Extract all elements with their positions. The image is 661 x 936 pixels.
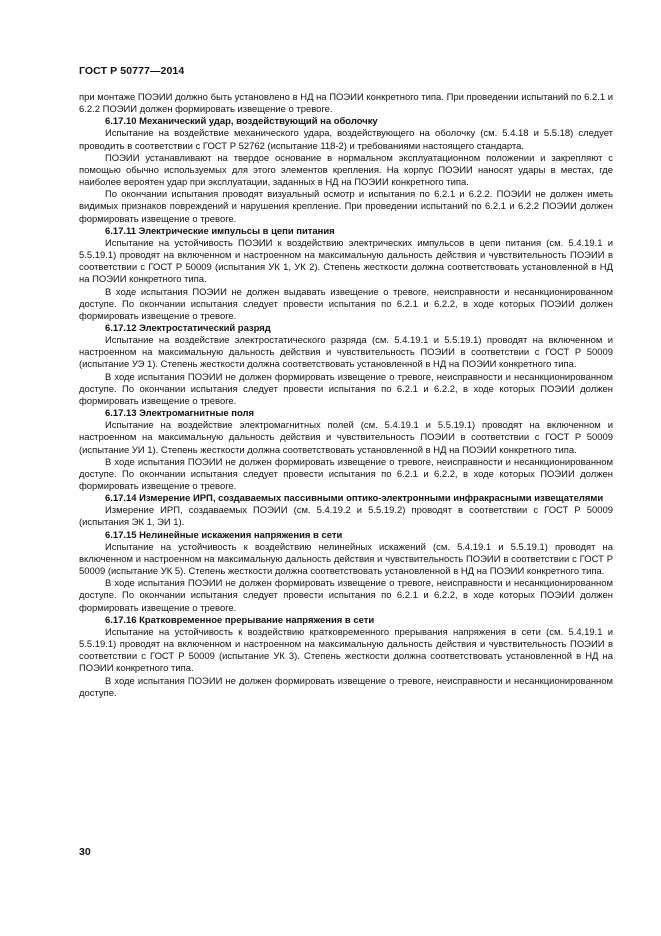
section-heading-6-17-14: 6.17.14 Измерение ИРП, создаваемых пассивными оптико-электронными инфракрасными извещателями [105,493,604,505]
paragraph: В ходе испытания ПОЭИИ не должен формировать извещение о тревоге, неисправности и несанкционированном доступе. [79,675,613,699]
paragraph: В ходе испытания ПОЭИИ не должен выдавать извещение о тревоге, неисправности и несанкционированном доступе. По окончании испытания следует провести испытания по 6.2.1 и 6.2.2, в ходе которых ПОЭИИ должен формировать извещение о тревоге. [79,286,613,322]
paragraph: ПОЭИИ устанавливают на твердое основание в нормальном эксплуатационном положении и закрепляют с помощью обычно используемых для этого элементов крепления. На корпус ПОЭИИ наносят удары в местах, где наиболее вероятен удар при эксплуатации, заданных в НД на ПОЭИИ конкретного типа. [79,152,613,189]
paragraph: Испытание на устойчивость ПОЭИИ к воздействию электрических импульсов в цепи питания (см. 5.4.19.1 и 5.5.19.1) проводят на включенном и настроенном на максимальную дальность действия и чувствительность ПОЭИИ в соответствии с ГОСТ Р 50009 (испытания УК 1, УК 2). Степень жесткости должна соответствовать установленной в НД на ПОЭИИ конкретного типа. [79,237,613,286]
page-number: 30 [79,846,91,858]
paragraph: Испытание на устойчивость к воздействию кратковременного прерывания напряжения в сети (см. 5.4.19.1 и 5.5.19.1) проводят на включенном и настроенном на максимальную дальность действия и чувствительность ПОЭИИ в соответствии с ГОСТ Р 50009 (испытание УК 3). Степень жесткости должна соответствовать установленной в НД на ПОЭИИ конкретного типа. [79,626,613,675]
paragraph: По окончании испытания проводят визуальный осмотр и испытания по 6.2.1 и 6.2.2. ПОЭИИ не должен иметь видимых признаков повреждений и нарушения крепление. При проведении испытаний по 6.2.1 и 6.2.2 ПОЭИИ должен формировать извещение о тревоге. [79,189,613,225]
paragraph: В ходе испытания ПОЭИИ не должен формировать извещение о тревоге, неисправности и несанкционированном доступе. По окончании испытания следует провести испытания по 6.2.1 и 6.2.2, в ходе которых ПОЭИИ должен формировать извещение о тревоге. [79,371,613,407]
document-body [79,92,613,700]
paragraph: В ходе испытания ПОЭИИ не должен формировать извещение о тревоге, неисправности и несанкционированном доступе. По окончании испытания следует провести испытания по 6.2.1 и 6.2.2, в ходе которых ПОЭИИ должен формировать извещение о тревоге. [79,456,613,492]
section-heading-6-17-12: 6.17.12 Электростатический разряд [105,322,271,334]
section-heading-6-17-10: 6.17.10 Механический удар, воздействующий на оболочку [105,116,378,128]
paragraph: Испытание на воздействие электростатического разряда (см. 5.4.19.1 и 5.5.19.1) проводят на включенном и настроенном на максимальную дальность действия и чувствительность ПОЭИИ в соответствии с ГОСТ Р 50009 (испытание УЭ 1). Степень жесткости должна соответствовать установленной в НД на ПОЭИИ конкретного типа. [79,335,613,371]
paragraph: Испытание на устойчивость к воздействию нелинейных искажений (см. 5.4.19.1 и 5.5.19.1) проводят на включенном и настроенном на максимальную дальность действия и чувствительность ПОЭИИ в соответствии с ГОСТ Р 50009 (испытание УК 5). Степень жесткости должна соответствовать установленной в НД на ПОЭИИ конкретного типа. [79,541,613,578]
section-heading-6-17-15: 6.17.15 Нелинейные искажения напряжения в сети [105,529,343,541]
paragraph: Испытание на воздействие электромагнитных полей (см. 5.4.19.1 и 5.5.19.1) проводят на включенном и настроенном на максимальную дальность действия и чувствительность ПОЭИИ в соответствии с ГОСТ Р 50009 (испытание УИ 1). Степень жесткости должна соответствовать установленной в НД на ПОЭИИ конкретного типа. [79,420,613,456]
section-heading-6-17-13: 6.17.13 Электромагнитные поля [105,408,254,420]
paragraph-continuation: при монтаже ПОЭИИ должно быть установлено в НД на ПОЭИИ конкретного типа. При проведении испытаний по 6.2.1 и 6.2.2 ПОЭИИ должен формировать извещение о тревоге. [79,92,613,116]
document-code-header: ГОСТ Р 50777—2014 [79,65,185,77]
paragraph: В ходе испытания ПОЭИИ не должен формировать извещение о тревоге, неисправности и несанкционированном доступе. По окончании испытания следует провести испытания по 6.2.1 и 6.2.2, в ходе которых ПОЭИИ должен формировать извещение о тревоге. [79,578,613,614]
section-heading-6-17-16: 6.17.16 Кратковременное прерывание напряжения в сети [105,614,375,626]
paragraph: Испытание на воздействие механического удара, воздействующего на оболочку (см. 5.4.18 и 5.5.18) следует проводить в соответствии с ГОСТ Р 52762 (испытание 118-2) и требованиями настоящего стандарта. [79,128,613,152]
paragraph: Измерение ИРП, создаваемых ПОЭИИ (см. 5.4.19.2 и 5.5.19.2) проводят в соответствии с ГОСТ Р 50009 (испытания ЭК 1, ЭИ 1). [79,505,613,529]
section-heading-6-17-11: 6.17.11 Электрические импульсы в цепи питания [105,225,335,237]
